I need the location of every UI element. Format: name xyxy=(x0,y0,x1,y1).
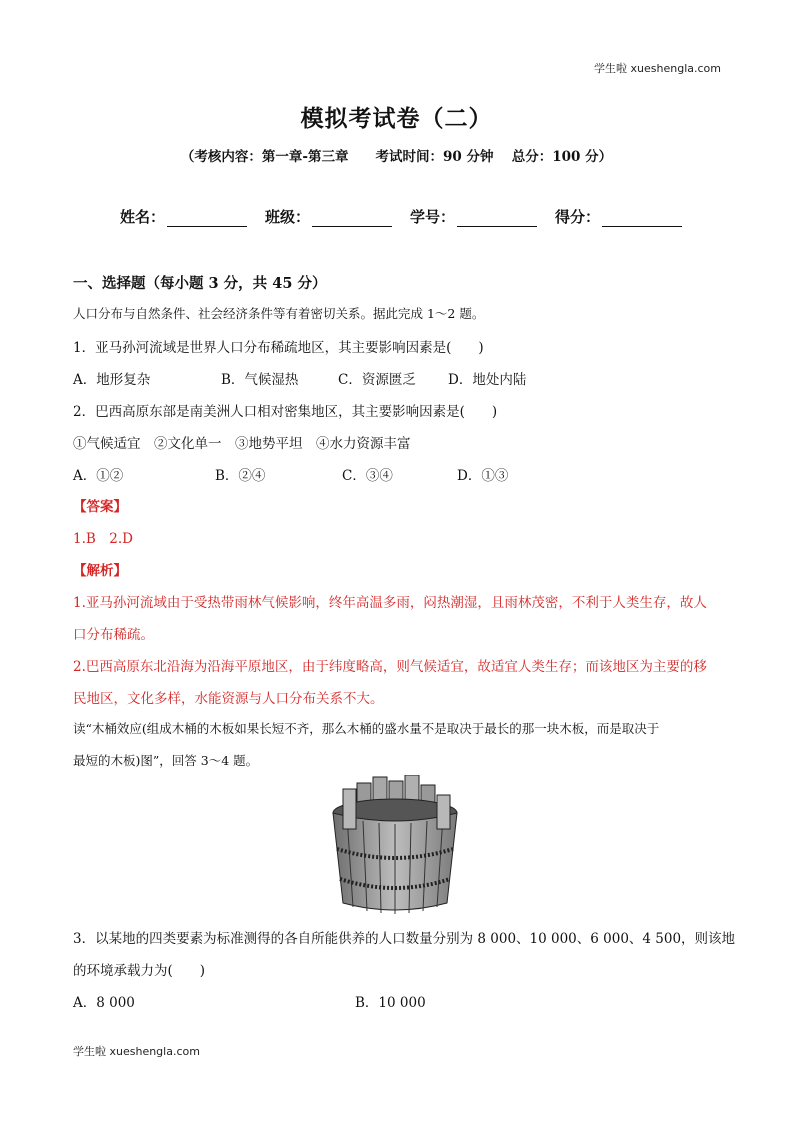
analysis-p2-line2: 民地区，文化多样，水能资源与人口分布关系不大。 xyxy=(73,691,384,707)
answer-text: 1.B 2.D xyxy=(73,531,134,547)
q3-option-a[interactable]: A．8 000 xyxy=(73,995,135,1011)
name-label: 姓名： xyxy=(120,208,166,226)
score-blank[interactable] xyxy=(602,210,682,227)
q1-option-d[interactable]: D．地处内陆 xyxy=(448,372,527,388)
q3-options xyxy=(73,991,426,1011)
q2-options xyxy=(73,464,508,484)
name-blank[interactable] xyxy=(167,210,247,227)
id-label: 学号： xyxy=(410,208,456,226)
class-label: 班级： xyxy=(265,208,311,226)
q3-option-b[interactable]: B．10 000 xyxy=(355,995,426,1011)
analysis-p2-line1: 2.巴西高原东北沿海为沿海平原地区，由于纬度略高，则气候适宜，故适宜人类生存；而该地区为主要的移 xyxy=(73,659,707,675)
q2-stem: 2．巴西高原东部是南美洲人口相对密集地区，其主要影响因素是( ) xyxy=(73,404,498,420)
q3-line2: 的环境承载力为( ) xyxy=(73,963,206,979)
q2-option-a[interactable]: A．①② xyxy=(73,468,124,484)
intro-2-line1: 读“木桶效应(组成木桶的木板如果长短不齐，那么木桶的盛水量不是取决于最长的那一块木板，而是取决于 xyxy=(73,721,660,736)
q3-line1: 3．以某地的四类要素为标准测得的各自所能供养的人口数量分别为 8 000、10 000、6 000、4 500，则该地 xyxy=(73,931,736,947)
q1-stem: 1．亚马孙河流域是世界人口分布稀疏地区，其主要影响因素是( ) xyxy=(73,340,484,356)
student-info-fields xyxy=(120,206,700,227)
q2-option-c[interactable]: C．③④ xyxy=(342,468,393,484)
id-blank[interactable] xyxy=(457,210,537,227)
q1-options xyxy=(73,368,526,388)
score-label: 得分： xyxy=(555,208,601,226)
q1-option-a[interactable]: A．地形复杂 xyxy=(73,372,151,388)
intro-2-line2: 最短的木板)图”，回答 3～4 题。 xyxy=(73,753,259,768)
analysis-label: 【解析】 xyxy=(73,563,127,579)
wooden-bucket-image xyxy=(325,775,465,915)
score-field[interactable] xyxy=(555,206,682,227)
page-title: 模拟考试卷（二） xyxy=(300,105,493,132)
q2-option-d[interactable]: D．①③ xyxy=(457,468,509,484)
class-blank[interactable] xyxy=(312,210,392,227)
analysis-p1-line2: 口分布稀疏。 xyxy=(73,627,154,643)
class-field[interactable] xyxy=(265,206,392,227)
q1-option-c[interactable]: C．资源匮乏 xyxy=(338,372,416,388)
analysis-p1-line1: 1.亚马孙河流域由于受热带雨林气候影响，终年高温多雨，闷热潮湿，且雨林茂密，不利于人类生存，故人 xyxy=(73,595,707,611)
page-subtitle: （考核内容：第一章-第三章 考试时间：90 分钟 总分：100 分） xyxy=(180,149,613,165)
intro-1: 人口分布与自然条件、社会经济条件等有着密切关系。据此完成 1～2 题。 xyxy=(73,306,485,321)
answer-label: 【答案】 xyxy=(73,499,127,515)
q2-items: ①气候适宜 ②文化单一 ③地势平坦 ④水力资源丰富 xyxy=(73,436,411,452)
header-site: 学生啦 xueshengla.com xyxy=(594,62,721,75)
q2-option-b[interactable]: B．②④ xyxy=(215,468,266,484)
id-field[interactable] xyxy=(410,206,537,227)
footer-site: 学生啦 xueshengla.com xyxy=(73,1045,200,1058)
q1-option-b[interactable]: B．气候湿热 xyxy=(221,372,299,388)
section-heading: 一、选择题（每小题 3 分，共 45 分） xyxy=(73,275,327,292)
name-field[interactable] xyxy=(120,206,247,227)
